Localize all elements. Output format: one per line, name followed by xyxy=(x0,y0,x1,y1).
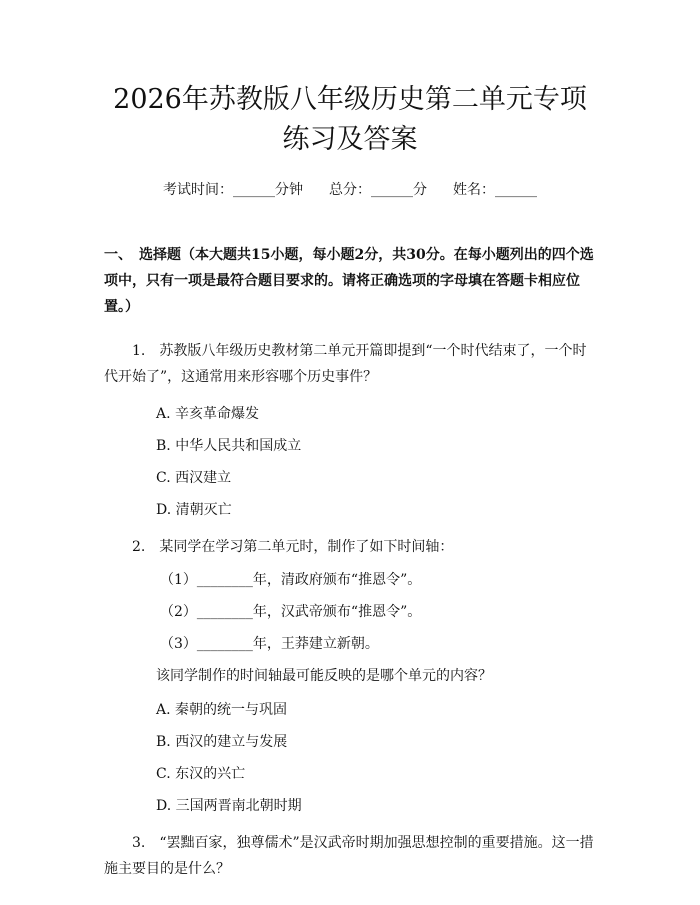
option-d: D. 清朝灭亡 xyxy=(156,502,232,518)
student-name: 姓名：______ xyxy=(453,182,537,198)
question-2-lead: 该同学制作的时间轴最可能反映的是哪个单元的内容？ xyxy=(156,668,492,684)
total-score: 总分：______分 xyxy=(329,182,427,198)
timeline-item: （3）________年，王莽建立新朝。 xyxy=(160,636,379,652)
option-c: C. 西汉建立 xyxy=(156,470,232,486)
question-2: 2. 某同学在学习第二单元时，制作了如下时间轴： xyxy=(132,539,454,555)
document-title: 2026年苏教版八年级历史第二单元专项练习及答案 xyxy=(113,84,587,155)
option-b: B. 中华人民共和国成立 xyxy=(156,438,302,454)
timeline-item: （2）________年，汉武帝颁布“推恩令”。 xyxy=(160,604,422,620)
option-b: B. 西汉的建立与发展 xyxy=(156,734,288,750)
exam-time: 考试时间：______分钟 xyxy=(163,182,303,198)
question-1: 1. 苏教版八年级历史教材第二单元开篇即提到“一个时代结束了，一个时代开始了”，这通常用来形容哪个历史事件？ xyxy=(104,343,587,385)
question-2-timeline xyxy=(104,570,596,654)
question-3: 3. “罢黜百家，独尊儒术”是汉武帝时期加强思想控制的重要措施。这一措施主要目的是什么？ xyxy=(104,835,594,877)
option-a: A. 秦朝的统一与巩固 xyxy=(156,702,288,718)
option-a: A. 辛亥革命爆发 xyxy=(156,406,260,422)
question-2-options xyxy=(104,700,596,816)
question-1-options xyxy=(104,404,596,520)
section-heading: 一、 选择题（本大题共15小题，每小题2分，共30分。在每小题列出的四个选项中，只有一项是最符合题目要求的。请将正确选项的字母填在答题卡相应位置。） xyxy=(104,247,594,315)
exam-meta xyxy=(104,180,596,200)
option-d: D. 三国两晋南北朝时期 xyxy=(156,798,302,814)
option-c: C. 东汉的兴亡 xyxy=(156,766,246,782)
timeline-item: （1）________年，清政府颁布“推恩令”。 xyxy=(160,572,422,588)
